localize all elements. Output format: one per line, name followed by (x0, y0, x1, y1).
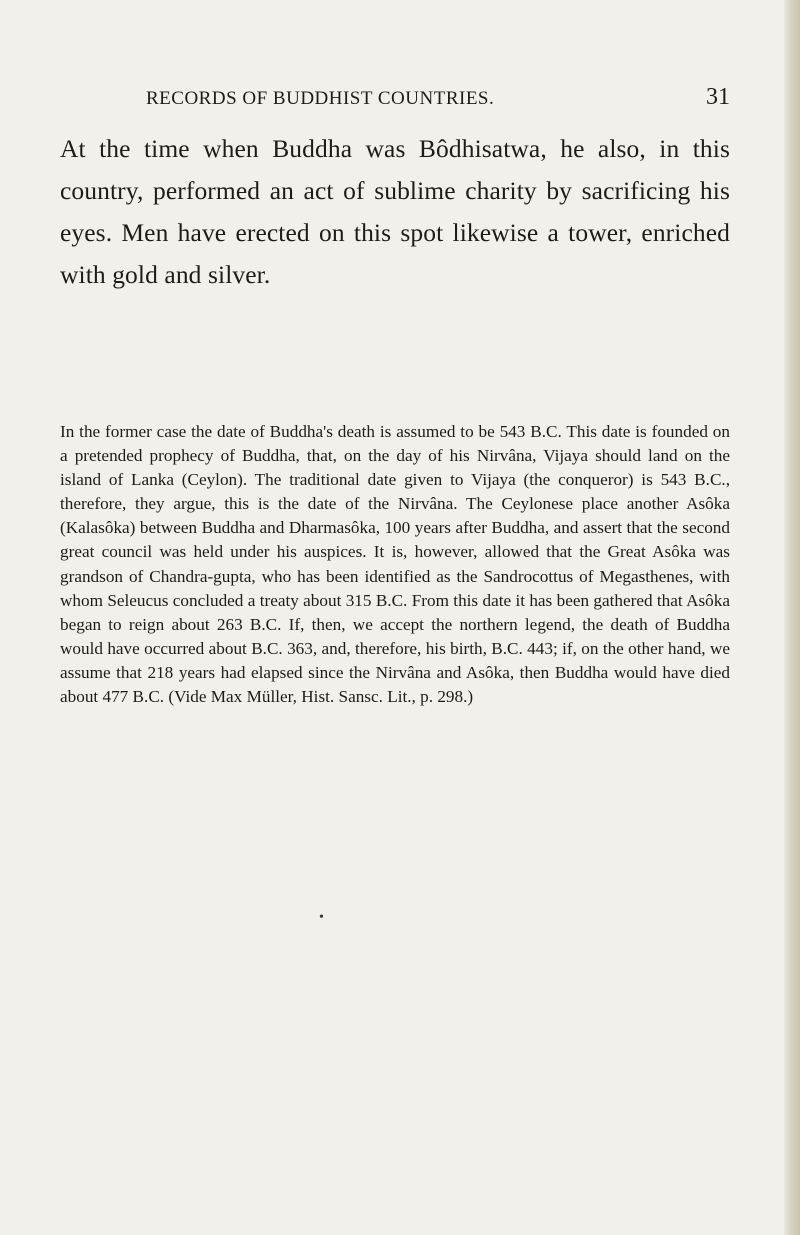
stray-ink-mark: • (319, 910, 324, 925)
footnote: In the former case the date of Buddha's death is assumed to be 543 B.C. This date is founded on a pretended prophecy of Buddha, that, on the day of his Nirvâna, Vijaya should land on the island of Lanka (Ceylon). The traditional date given to Vijaya (the conqueror) is 543 B.C., therefore, they argue, this is the date of the Nirvâna. The Ceylonese place another Asôka (Kalasôka) between Buddha and Dharmasôka, 100 years after Buddha, and assert that the second great council was held under his auspices. It is, however, allowed that the Great Asôka was grandson of Chandra-gupta, who has been identified as the Sandrocottus of Megasthenes, with whom Seleucus concluded a treaty about 315 B.C. From this date it has been gathered that Asôka began to reign about 263 B.C. If, then, we accept the northern legend, the death of Buddha would have occurred about B.C. 363, and, therefore, his birth, B.C. 443; if, on the other hand, we assume that 218 years had elapsed since the Nirvâna and Asôka, then Buddha would have died about 477 B.C. (Vide Max Müller, Hist. Sansc. Lit., p. 298.) (60, 422, 730, 707)
page-number: 31 (706, 84, 730, 110)
running-header (60, 84, 730, 118)
page-edge-shadow (784, 0, 800, 1235)
running-title: RECORDS OF BUDDHIST COUNTRIES. (146, 88, 495, 109)
main-paragraph: At the time when Buddha was Bôdhisatwa, he also, in this country, performed an act of sublime charity by sacrificing his eyes. Men have erected on this spot likewise a tower, enriched with gold and silver. (60, 134, 730, 289)
